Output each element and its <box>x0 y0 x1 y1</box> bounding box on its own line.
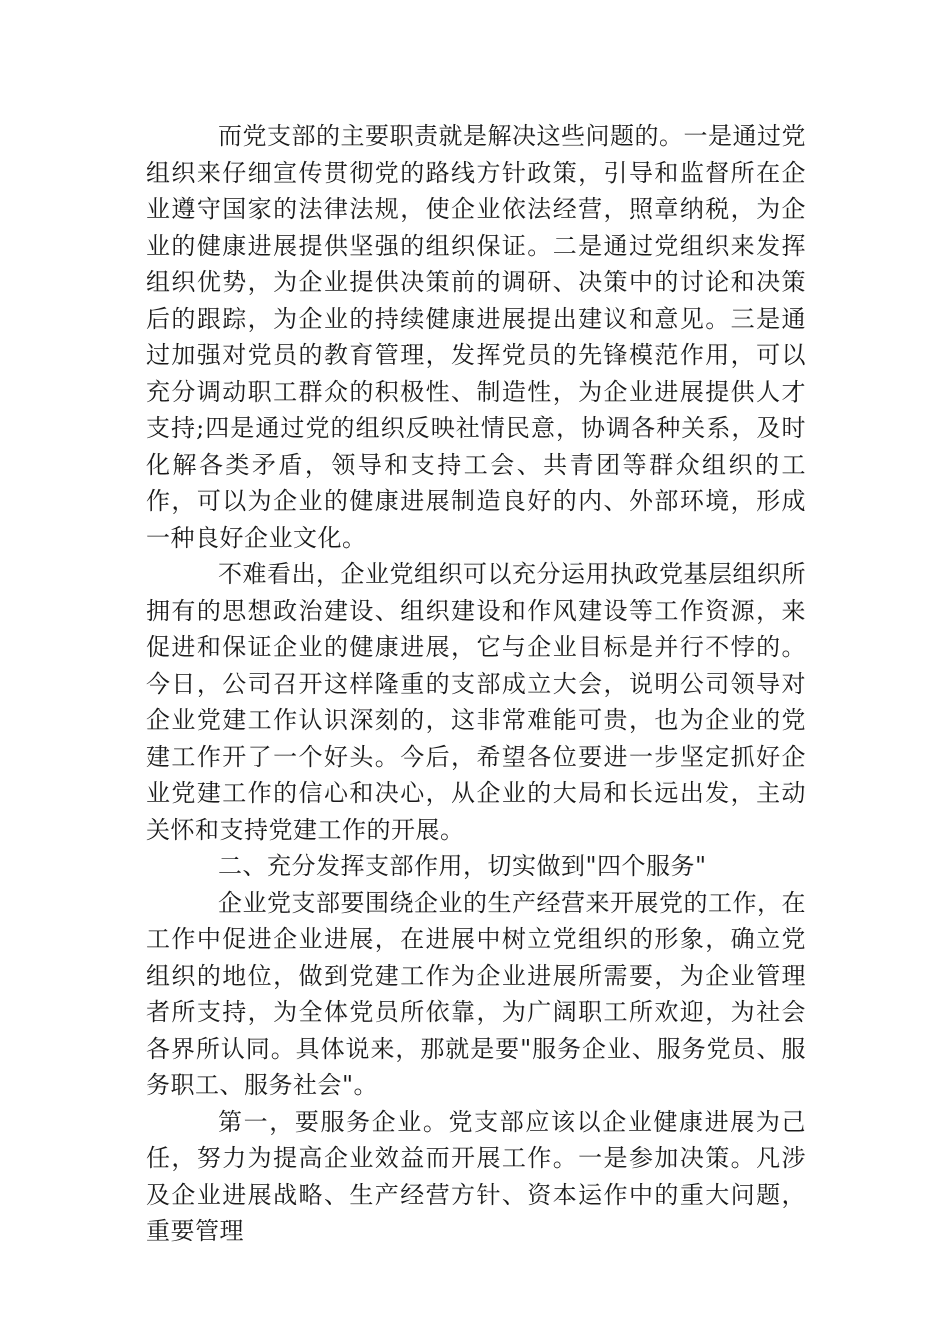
paragraph-four-services-overview: 企业党支部要围绕企业的生产经营来开展党的工作，在工作中促进企业进展，在进展中树立党组织的形象，确立党组织的地位，做到党建工作为企业进展所需要，为企业管理者所支持，为全体党员所依靠，为广阔职工所欢迎，为社会各界所认同。具体说来，那就是要"服务企业、服务党员、服务职工、服务社会"。 <box>146 888 806 1099</box>
paragraph-serve-enterprise: 第一，要服务企业。党支部应该以企业健康进展为己任，努力为提高企业效益而开展工作。一是参加决策。凡涉及企业进展战略、生产经营方针、资本运作中的重大问题，重要管理 <box>146 1107 806 1245</box>
paragraph-party-organization-role: 不难看出，企业党组织可以充分运用执政党基层组织所拥有的思想政治建设、组织建设和作风建设等工作资源，来促进和保证企业的健康进展，它与企业目标是并行不悖的。今日，公司召开这样隆重的支部成立大会，说明公司领导对企业党建工作认识深刻的，这非常难能可贵，也为企业的党建工作开了一个好头。今后，希望各位要进一步坚定抓好企业党建工作的信心和决心，从企业的大局和长远出发，主动关怀和支持党建工作的开展。 <box>146 560 806 844</box>
document-page <box>146 118 806 1250</box>
paragraph-party-branch-duties: 而党支部的主要职责就是解决这些问题的。一是通过党组织来仔细宣传贯彻党的路线方针政策，引导和监督所在企业遵守国家的法律法规，使企业依法经营，照章纳税，为企业的健康进展提供坚强的组织保证。二是通过党组织来发挥组织优势，为企业提供决策前的调研、决策中的讨论和决策后的跟踪，为企业的持续健康进展提出建议和意见。三是通过加强对党员的教育管理，发挥党员的先锋模范作用，可以充分调动职工群众的积极性、制造性，为企业进展提供人才支持;四是通过党的组织反映社情民意，协调各种关系，及时化解各类矛盾，领导和支持工会、共青团等群众组织的工作，可以为企业的健康进展制造良好的内、外部环境，形成一种良好企业文化。 <box>146 122 806 552</box>
section-heading-four-services: 二、充分发挥支部作用，切实做到"四个服务" <box>218 852 707 880</box>
